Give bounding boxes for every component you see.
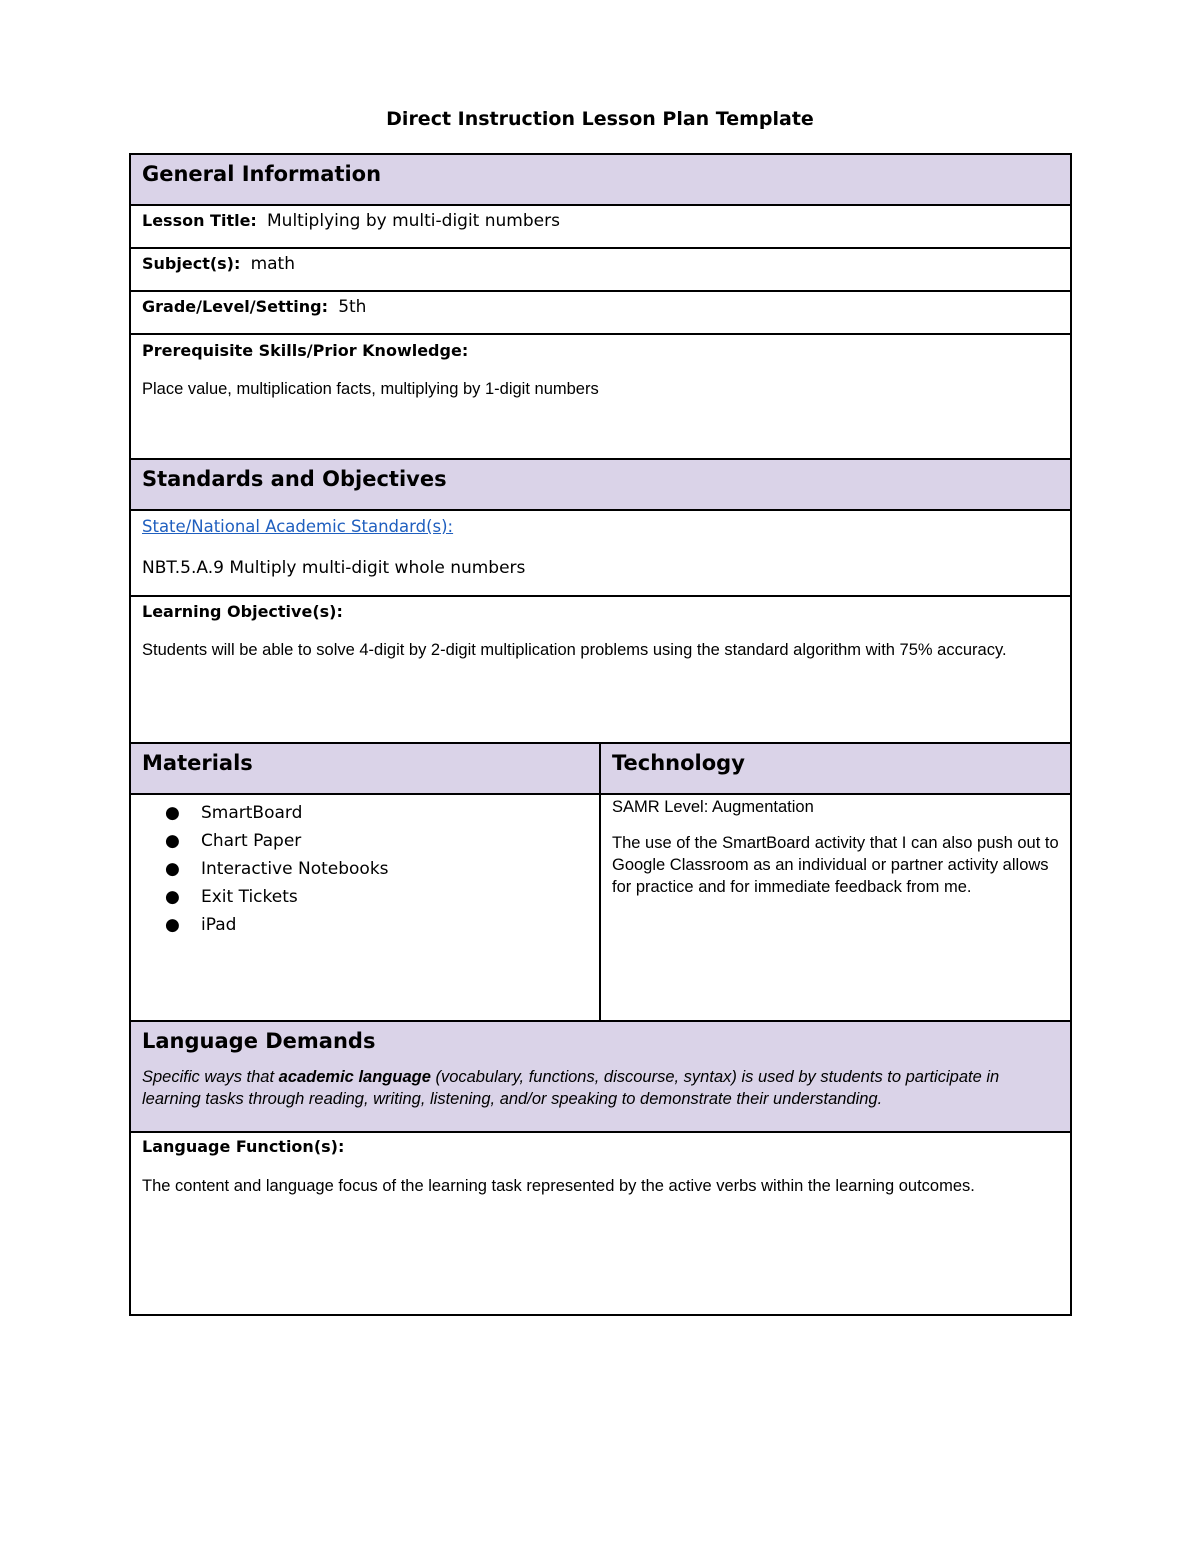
list-item: ● SmartBoard	[201, 799, 588, 827]
samr-level: SAMR Level: Augmentation	[612, 798, 814, 816]
prereq-value: Place value, multiplication facts, multiplying by 1-digit numbers	[142, 380, 599, 398]
grade-row	[130, 291, 1071, 334]
technology-header: Technology	[612, 751, 745, 775]
technology-description: The use of the SmartBoard activity that I can also push out to Google Classroom as an individual or partner activity allows for practice and for immediate feedback from me.	[612, 834, 1059, 896]
materials-tech-row	[130, 794, 1071, 1021]
bullet-icon: ●	[165, 859, 180, 879]
general-info-header-row	[130, 154, 1071, 205]
document-title: Direct Instruction Lesson Plan Template	[386, 108, 814, 130]
standards-header: Standards and Objectives	[142, 467, 447, 491]
lesson-title-label: Lesson Title:	[142, 211, 257, 230]
language-demands-row	[130, 1021, 1071, 1132]
language-function-label: Language Function(s):	[142, 1137, 345, 1156]
grade-value: 5th	[338, 297, 367, 317]
academic-language-term: academic language	[278, 1068, 431, 1086]
list-item: ● iPad	[201, 911, 588, 939]
lesson-title-row	[130, 205, 1071, 248]
language-function-value: The content and language focus of the learning task represented by the active verbs within the learning outcomes.	[142, 1177, 975, 1195]
prereq-row	[130, 334, 1071, 459]
lesson-plan-table	[129, 153, 1072, 1316]
grade-label: Grade/Level/Setting:	[142, 297, 329, 316]
prereq-label: Prerequisite Skills/Prior Knowledge:	[142, 341, 469, 360]
objective-label: Learning Objective(s):	[142, 602, 343, 621]
list-item: ● Chart Paper	[201, 827, 588, 855]
standard-row	[130, 510, 1071, 596]
objective-value: Students will be able to solve 4-digit by 2-digit multiplication problems using the standard algorithm with 75% accuracy.	[142, 641, 1007, 659]
materials-list	[142, 799, 588, 939]
objective-row	[130, 596, 1071, 743]
materials-tech-header-row	[130, 743, 1071, 794]
materials-header: Materials	[142, 751, 253, 775]
list-item: ● Exit Tickets	[201, 883, 588, 911]
general-info-header: General Information	[142, 162, 382, 186]
standards-header-row	[130, 459, 1071, 510]
subjects-value: math	[250, 254, 295, 274]
bullet-icon: ●	[165, 887, 180, 907]
subjects-label: Subject(s):	[142, 254, 241, 273]
subjects-row	[130, 248, 1071, 291]
bullet-icon: ●	[165, 831, 180, 851]
standard-link[interactable]: State/National Academic Standard(s):	[142, 517, 454, 536]
bullet-icon: ●	[165, 803, 180, 823]
standard-value: NBT.5.A.9 Multiply multi-digit whole numbers	[142, 558, 526, 578]
lesson-title-value: Multiplying by multi-digit numbers	[267, 211, 560, 231]
bullet-icon: ●	[165, 915, 180, 935]
list-item: ● Interactive Notebooks	[201, 855, 588, 883]
language-demands-description: Specific ways that academic language (vocabulary, functions, discourse, syntax) is used by students to participate in learning tasks through reading, writing, listening, and/or speaking to demonstrate their understanding.	[142, 1068, 1000, 1108]
language-function-row	[130, 1132, 1071, 1315]
language-demands-header: Language Demands	[142, 1029, 376, 1053]
